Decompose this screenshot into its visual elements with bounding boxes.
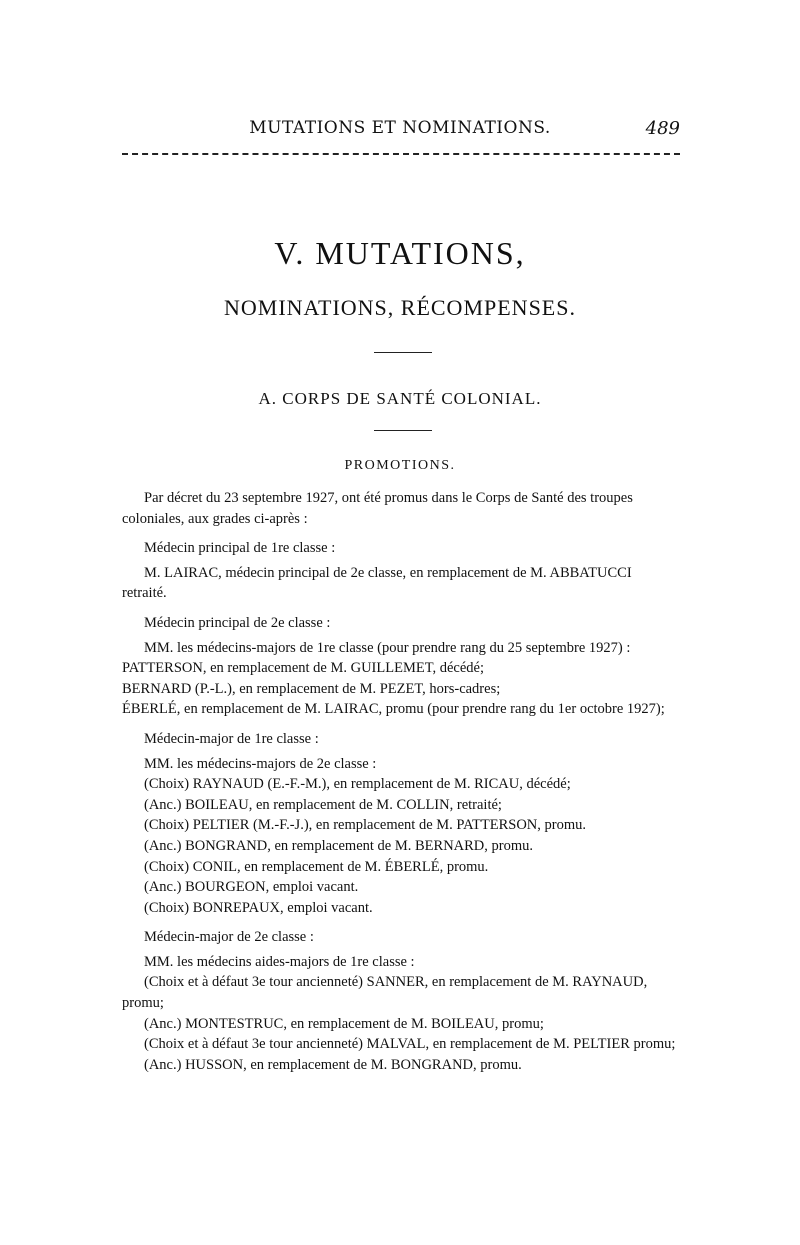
- promotion-entry: (Choix) PELTIER (M.-F.-J.), en remplacement de M. PATTERSON, promu.: [144, 817, 586, 834]
- promotion-entry: MM. les médecins aides-majors de 1re classe :: [144, 953, 415, 970]
- chapter-subtitle: NOMINATIONS, RÉCOMPENSES.: [224, 295, 576, 320]
- promotion-entry: (Choix et à défaut 3e tour ancienneté) MALVAL, en remplacement de M. PELTIER promu;: [144, 1036, 676, 1053]
- promotion-entry: (Anc.) BOILEAU, en remplacement de M. COLLIN, retraité;: [144, 796, 502, 813]
- header-rule: [122, 153, 680, 155]
- promotion-entry: BERNARD (P.-L.), en remplacement de M. PEZET, hors-cadres;: [122, 680, 501, 697]
- grade-heading: Médecin-major de 1re classe :: [144, 730, 319, 747]
- section-subtitle: PROMOTIONS.: [344, 458, 456, 473]
- promotion-entry: (Choix et à défaut 3e tour ancienneté) SANNER, en remplacement de M. RAYNAUD, promu;: [122, 974, 648, 1012]
- promotion-entry: (Anc.) MONTESTRUC, en remplacement de M. BOILEAU, promu;: [144, 1015, 544, 1032]
- promotion-entry: (Anc.) BOURGEON, emploi vacant.: [144, 879, 359, 896]
- promotion-entry: (Anc.) BONGRAND, en remplacement de M. BERNARD, promu.: [144, 837, 534, 854]
- intro-paragraph: Par décret du 23 septembre 1927, ont été promus dans le Corps de Santé des troupes coloniales, aux grades ci-après :: [122, 490, 633, 527]
- running-head: [120, 118, 680, 142]
- section-title: A. CORPS DE SANTÉ COLONIAL.: [258, 389, 542, 408]
- promotion-entry: M. LAIRAC, médecin principal de 2e classe, en remplacement de M. ABBATUCCI retraité.: [122, 564, 632, 602]
- promotion-entry: ÉBERLÉ, en remplacement de M. LAIRAC, promu (pour prendre rang du 1er octobre 1927);: [122, 701, 665, 718]
- promotion-entry: (Choix) BONREPAUX, emploi vacant.: [144, 899, 373, 916]
- promotion-entry: (Choix) CONIL, en remplacement de M. ÉBERLÉ, promu.: [144, 858, 489, 875]
- grade-heading: Médecin principal de 1re classe :: [144, 540, 336, 557]
- ornament-rule: [374, 352, 432, 353]
- promotion-entry: (Anc.) HUSSON, en remplacement de M. BONGRAND, promu.: [144, 1056, 522, 1073]
- promotion-entry: PATTERSON, en remplacement de M. GUILLEMET, décédé;: [122, 660, 485, 677]
- ornament-rule: [374, 430, 432, 431]
- promotion-entry: (Choix) RAYNAUD (E.-F.-M.), en remplacement de M. RICAU, décédé;: [144, 776, 571, 793]
- chapter-title: V. MUTATIONS,: [274, 235, 526, 271]
- grade-heading: Médecin-major de 2e classe :: [144, 929, 314, 946]
- grade-heading: Médecin principal de 2e classe :: [144, 614, 331, 631]
- promotion-entry: MM. les médecins-majors de 1re classe (pour prendre rang du 25 septembre 1927) :: [144, 639, 631, 656]
- promotion-entry: MM. les médecins-majors de 2e classe :: [144, 755, 377, 772]
- page-number: 489: [645, 118, 680, 139]
- body-text: [122, 488, 678, 1075]
- running-title: MUTATIONS ET NOMINATIONS.: [249, 118, 551, 138]
